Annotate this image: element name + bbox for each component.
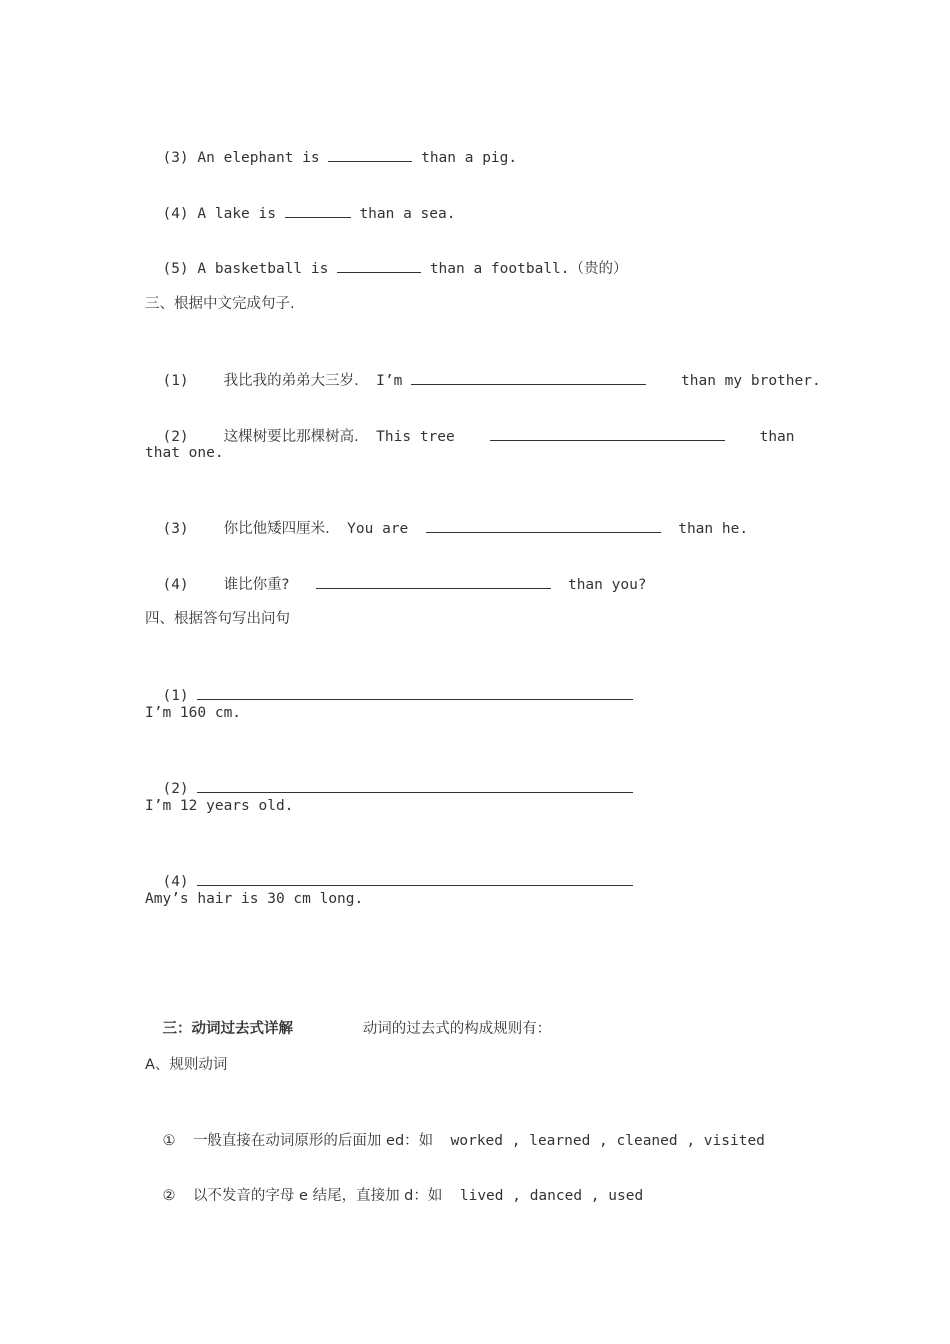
section4-heading: 四、根据答句写出问句 [145,611,290,627]
answer-blank[interactable] [426,518,661,533]
item-number: (3) [162,150,189,166]
sentence-start: A basketball is [197,261,329,277]
exercise-q3 [145,127,517,168]
grammar-intro: 动词的过去式的构成规则有： [362,1021,552,1037]
section4-answer-1: I’m 160 cm. [145,705,242,721]
section4-answer-2: I’m 12 years old. [145,798,294,814]
question-blank[interactable] [197,871,633,886]
item-number: (1) [162,373,189,389]
question-blank[interactable] [197,685,633,700]
chinese-prompt: 这棵树要比那棵树高. [223,429,359,445]
item-number: (5) [162,261,189,277]
answer-blank[interactable] [490,426,725,441]
section4-item-3 [145,851,633,892]
sentence-start: A lake is [197,206,276,222]
answer-blank[interactable] [285,203,351,218]
sentence-end: than a pig. [421,150,518,166]
chinese-prompt: 谁比你重? [223,577,290,593]
item-number: (4) [162,206,189,222]
section3-item-2-continued: that one. [145,445,224,461]
rule-text: 以不发音的字母 e 结尾，直接加 d：如 [192,1188,443,1204]
chinese-prompt: 你比他矮四厘米. [223,521,330,537]
section3-item-2 [145,406,795,447]
grammar-rule-2 [145,1166,643,1206]
sentence-end: than [759,429,795,445]
grammar-heading-line [145,999,551,1039]
sentence-end: than he. [678,521,749,537]
item-number: (2) [162,781,189,797]
answer-blank[interactable] [337,258,421,273]
sentence-end: than a sea. [359,206,456,222]
rule-examples: worked , learned , cleaned , visited [450,1133,765,1149]
exercise-q4 [145,183,455,224]
rule-examples: lived , danced , used [459,1188,644,1204]
section4-answer-3: Amy’s hair is 30 cm long. [145,891,364,907]
grammar-rule-1 [145,1111,765,1151]
item-number: (4) [162,577,189,593]
rule-marker: ② [162,1188,176,1204]
item-number: (1) [162,688,189,704]
exercise-q5 [145,238,628,279]
question-blank[interactable] [197,778,633,793]
sentence-end: than a football.（贵的） [429,261,628,277]
sentence-start: I’m [376,373,403,389]
section4-item-1 [145,665,633,706]
section3-item-3 [145,498,748,539]
sentence-end: than my brother. [681,373,821,389]
item-number: (4) [162,874,189,890]
grammar-subheading: A、规则动词 [145,1057,228,1073]
section3-heading: 三、根据中文完成句子. [145,296,295,312]
rule-marker: ① [162,1133,176,1149]
chinese-prompt: 我比我的弟弟大三岁. [223,373,359,389]
section3-item-1 [145,350,821,391]
section3-item-4 [145,554,647,595]
item-number: (2) [162,429,189,445]
sentence-end: than you? [567,577,647,593]
grammar-title: 三：动词过去式详解 [162,1021,293,1037]
answer-blank[interactable] [411,370,646,385]
answer-blank[interactable] [316,574,551,589]
item-number: (3) [162,521,189,537]
section4-item-2 [145,758,633,799]
answer-blank[interactable] [328,147,412,162]
sentence-start: This tree [376,429,455,445]
sentence-start: An elephant is [197,150,320,166]
rule-text: 一般直接在动词原形的后面加 ed：如 [192,1133,434,1149]
sentence-start: You are [347,521,409,537]
